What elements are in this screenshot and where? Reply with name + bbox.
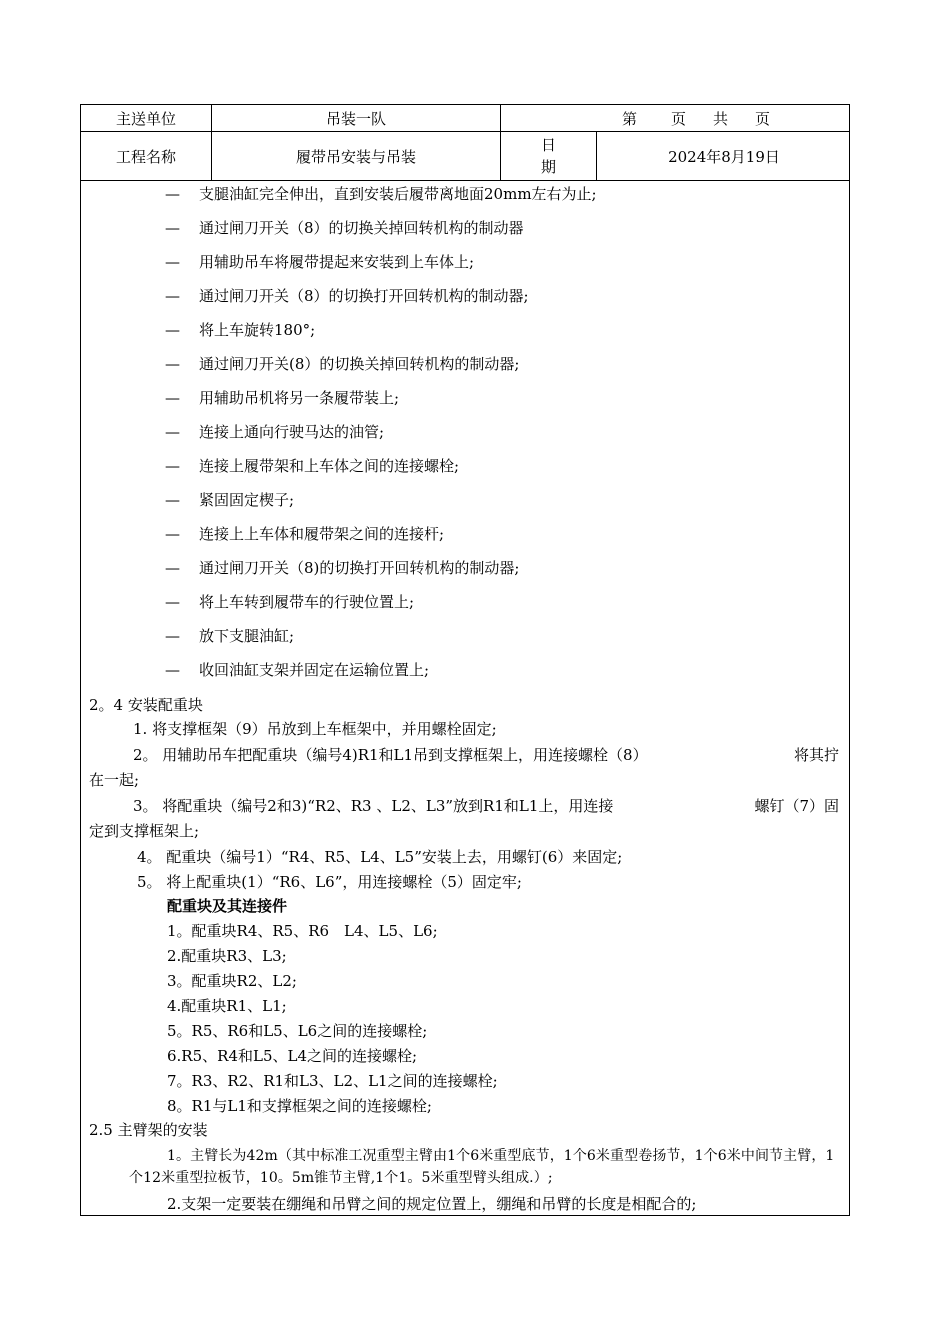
section-2-4-item-3a: 3。 将配重块（编号2和3)“R2、R3 、L2、L3”放到R1和L1上，用连接 — [133, 797, 614, 815]
dash-bullet: — — [165, 321, 180, 339]
header-row-project — [81, 132, 849, 181]
step-text: 将上车转到履带车的行驶位置上; — [199, 593, 415, 611]
dash-bullet: — — [165, 423, 180, 441]
section-2-4-item-2c: 在一起; — [89, 771, 140, 789]
date-label-2: 期 — [540, 158, 556, 176]
step-text: 连接上通向行驶马达的油管; — [199, 423, 385, 441]
page-ye-2: 页 — [755, 109, 771, 128]
date-label-1: 日 — [540, 136, 556, 154]
page-gong: 共 — [713, 109, 729, 128]
section-2-4-item-1: 1. 将支撑框架（9）吊放到上车框架中，并用螺栓固定; — [133, 720, 497, 738]
dash-bullet: — — [165, 593, 180, 611]
page-count — [500, 105, 851, 131]
dash-bullet: — — [165, 287, 180, 305]
parts-item: 4.配重块R1、L1; — [167, 997, 287, 1015]
step-text: 连接上履带架和上车体之间的连接螺栓; — [199, 457, 460, 475]
section-2-4-item-3c: 定到支撑框架上; — [89, 822, 200, 840]
date-label — [500, 132, 596, 180]
dash-bullet: — — [165, 491, 180, 509]
section-2-5-item-2: 2.支架一定要装在绷绳和吊臂之间的规定位置上，绷绳和吊臂的长度是相配合的; — [167, 1195, 697, 1213]
step-text: 连接上上车体和履带架之间的连接杆; — [199, 525, 445, 543]
dash-bullet: — — [165, 661, 180, 679]
section-2-4-title: 2。4 安装配重块 — [89, 696, 203, 714]
step-text: 将上车旋转180°; — [199, 321, 316, 339]
parts-item: 6.R5、R4和L5、L4之间的连接螺栓; — [167, 1047, 418, 1065]
parts-title: 配重块及其连接件 — [167, 897, 288, 915]
dash-bullet: — — [165, 355, 180, 373]
dash-bullet: — — [165, 253, 180, 271]
dash-bullet: — — [165, 185, 180, 203]
step-text: 通过闸刀开关（8）的切换打开回转机构的制动器; — [199, 287, 529, 305]
section-2-5-item-1: 1。主臂长为42m（其中标准工况重型主臂由1个6米重型底节，1个6米重型卷扬节，1个6米中间节主臂，1个12米重型拉板节，10。5m锥节主臂,1个1。5米重型臂头组成.）; — [129, 1148, 835, 1186]
section-2-4-item-5: 5。 将上配重块(1）“R6、L6”，用连接螺栓（5）固定牢; — [137, 873, 522, 891]
dash-bullet: — — [165, 219, 180, 237]
step-text: 收回油缸支架并固定在运输位置上; — [199, 661, 430, 679]
sender-label: 主送单位 — [115, 109, 176, 128]
project-value: 履带吊安装与吊装 — [211, 132, 500, 180]
project-label: 工程名称 — [115, 147, 176, 166]
dash-bullet: — — [165, 627, 180, 645]
step-text: 用辅助吊机将另一条履带装上; — [199, 389, 400, 407]
dash-bullet: — — [165, 457, 180, 475]
dash-bullet: — — [165, 525, 180, 543]
step-text: 通过闸刀开关(8）的切换关掉回转机构的制动器; — [199, 355, 520, 373]
section-2-4-item-2b: 将其拧 — [793, 746, 839, 764]
step-text: 通过闸刀开关（8）的切换关掉回转机构的制动器 — [199, 219, 524, 237]
parts-item: 2.配重块R3、L3; — [167, 947, 287, 965]
parts-item: 3。配重块R2、L2; — [167, 972, 297, 990]
step-text: 支腿油缸完全伸出，直到安装后履带离地面20mm左右为止; — [199, 185, 597, 203]
header-row-sender — [81, 105, 849, 132]
page-di: 第 — [622, 109, 638, 128]
page-ye-1: 页 — [671, 109, 687, 128]
step-text: 用辅助吊车将履带提起来安装到上车体上; — [199, 253, 475, 271]
parts-item: 8。R1与L1和支撑框架之间的连接螺栓; — [167, 1097, 432, 1115]
step-text: 放下支腿油缸; — [199, 627, 295, 645]
parts-item: 1。配重块R4、R5、R6 L4、L5、L6; — [167, 922, 438, 940]
section-2-4-item-4: 4。 配重块（编号1）“R4、R5、L4、L5”安装上去，用螺钉(6）来固定; — [137, 848, 623, 866]
section-2-4-item-2a: 2。 用辅助吊车把配重块（编号4)R1和L1吊到支撑框架上，用连接螺栓（8） — [133, 746, 648, 764]
step-text: 紧固固定楔子; — [199, 491, 295, 509]
step-text: 通过闸刀开关（8)的切换打开回转机构的制动器; — [199, 559, 520, 577]
section-2-4-item-3b: 螺钉（7）固 — [754, 797, 839, 815]
dash-bullet: — — [165, 389, 180, 407]
sender-value: 吊装一队 — [211, 105, 500, 131]
date-value: 2024年8月19日 — [596, 132, 851, 180]
dash-bullet: — — [165, 559, 180, 577]
parts-item: 7。R3、R2、R1和L3、L2、L1之间的连接螺栓; — [167, 1072, 498, 1090]
parts-item: 5。R5、R6和L5、L6之间的连接螺栓; — [167, 1022, 428, 1040]
document-frame — [80, 104, 850, 1216]
section-2-5-title: 2.5 主臂架的安装 — [89, 1121, 208, 1139]
